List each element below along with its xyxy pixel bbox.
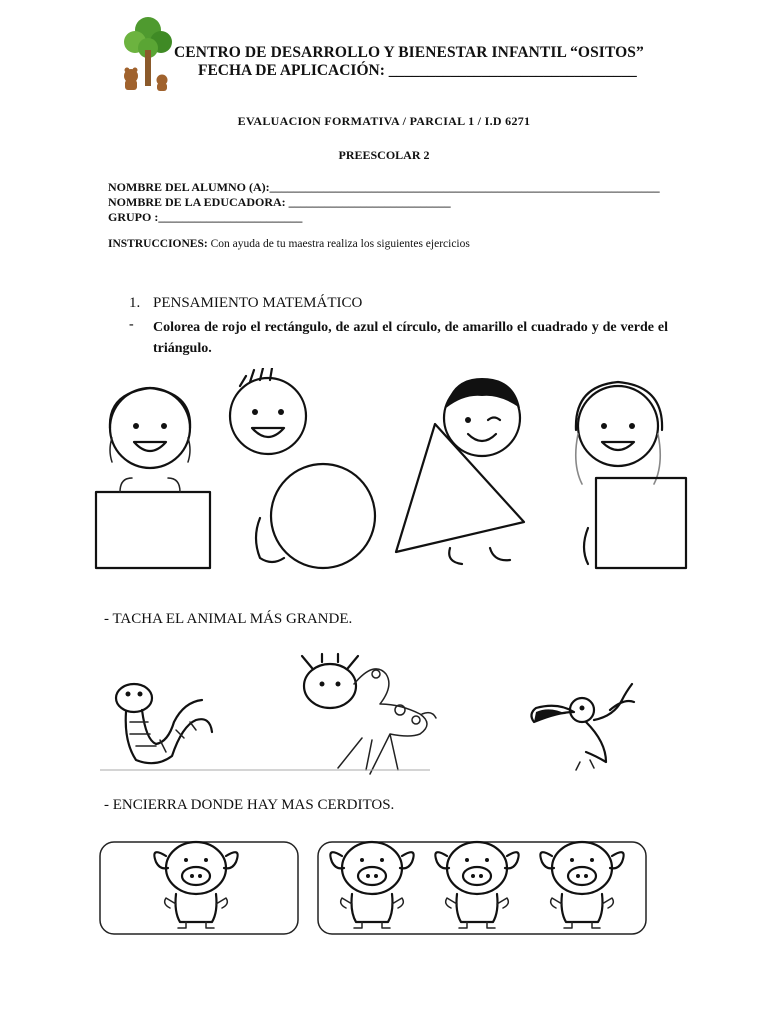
section-title: PENSAMIENTO MATEMÁTICO	[153, 295, 363, 311]
instructions	[108, 238, 470, 250]
cross-out-largest-animal-instruction: - TACHA EL ANIMAL MÁS GRANDE.	[104, 611, 353, 627]
pig-illustration	[154, 842, 237, 928]
circle-more-pigs-instruction: - ENCIERRA DONDE HAY MAS CERDITOS.	[104, 797, 395, 813]
girl-with-square-illustration	[576, 382, 686, 568]
pig-illustration	[330, 842, 413, 928]
evaluation-title: EVALUACION FORMATIVA / PARCIAL 1 / I.D 6271	[237, 114, 531, 128]
section-heading	[129, 295, 362, 312]
school-name: CENTRO DE DESARROLLO Y BIENESTAR INFANTIL “OSITOS”	[174, 44, 644, 61]
worm-illustration	[116, 684, 212, 763]
pig-illustration	[435, 842, 518, 928]
group-field: GRUPO :________________________	[108, 210, 303, 224]
animals-illustration	[100, 650, 650, 775]
coloring-task-text: Colorea de rojo el rectángulo, de azul el círculo, de amarillo el cuadrado y de verde el triángulo.	[153, 320, 668, 356]
grade-level: PREESCOLAR 2	[338, 148, 430, 162]
school-logo-tree-bears	[118, 14, 178, 94]
teacher-name-field: NOMBRE DE LA EDUCADORA: ___________________________	[108, 195, 451, 209]
student-name-field: NOMBRE DEL ALUMNO (A):_________________________________________________________________	[108, 180, 660, 194]
instructions-label: INSTRUCCIONES:	[108, 238, 208, 250]
pig-illustration	[540, 842, 623, 928]
pig-group-box-three	[318, 842, 646, 934]
pigs-illustration	[96, 838, 652, 942]
application-date-field: FECHA DE APLICACIÓN: ________________________________	[198, 62, 637, 79]
giraffe-illustration	[302, 654, 436, 774]
toucan-illustration	[531, 684, 634, 770]
section-number: 1.	[129, 295, 141, 311]
pig-group-box-one	[100, 842, 298, 934]
instructions-text: Con ayuda de tu maestra realiza los siguientes ejercicios	[207, 238, 470, 250]
boy-with-circle-illustration	[230, 368, 375, 568]
kids-shapes-illustration	[80, 368, 695, 578]
boy-with-triangle-illustration	[396, 378, 524, 564]
task-bullet: -	[129, 317, 134, 332]
girl-with-rectangle-illustration	[96, 388, 210, 568]
